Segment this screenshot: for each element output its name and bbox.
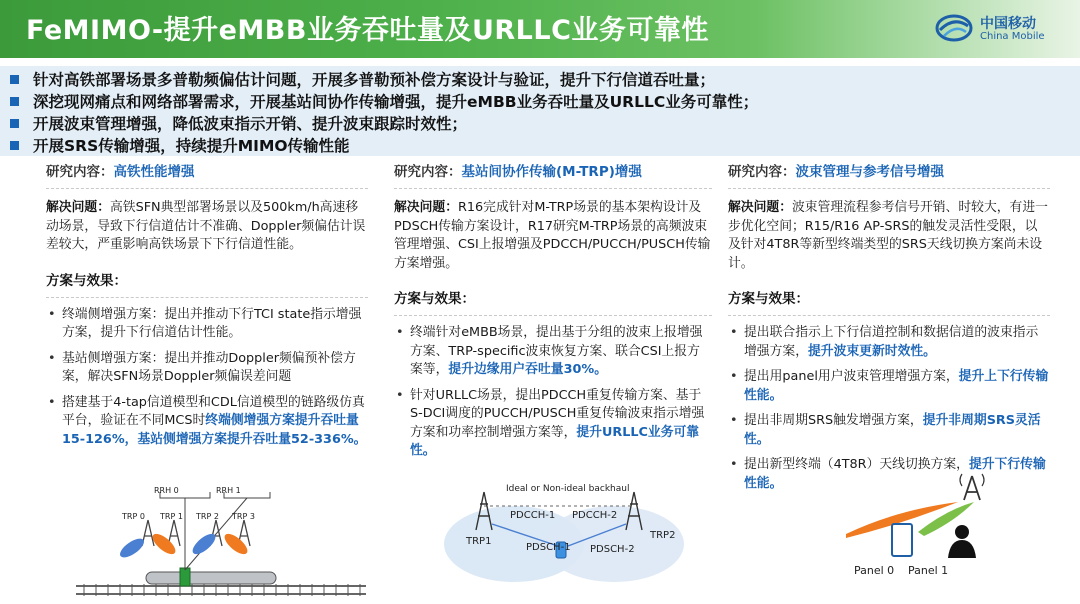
- page-title: FeMIMO-提升eMBB业务吞吐量及URLLC业务可靠性: [26, 15, 709, 46]
- list-item: • 提出用panel用户波束管理增强方案，提升上下行传输性能。: [728, 368, 1050, 405]
- diagram-label: Ideal or Non-ideal backhaul: [506, 484, 630, 494]
- logo-text-en: China Mobile: [980, 31, 1045, 42]
- square-bullet-icon: [10, 75, 19, 84]
- diagram-label: PDSCH-2: [590, 544, 635, 555]
- solution-list: [46, 306, 368, 450]
- divider: [728, 315, 1050, 316]
- square-bullet-icon: [10, 119, 19, 128]
- summary-bullet: 针对高铁部署场景多普勒频偏估计问题，开展多普勒预补偿方案设计与验证，提升下行信道吞吐量；: [10, 68, 715, 90]
- summary-bullet: 深挖现网痛点和网络部署需求，开展基站间协作传输增强，提升eMBB业务吞吐量及URLLC业务可靠性；: [10, 90, 758, 112]
- list-item: • 终端针对eMBB场景，提出基于分组的波束上报增强方案、TRP-specific波束恢复方案、联合CSI上报方案等，提升边缘用户吞吐量30%。: [394, 324, 712, 380]
- list-item: • 基站侧增强方案：提出并推动Doppler频偏预补偿方案，解决SFN场景Doppler频偏误差问题: [46, 350, 368, 387]
- column-high-speed-rail: [46, 160, 368, 456]
- square-bullet-icon: [10, 141, 19, 150]
- summary-bullet: 开展波束管理增强，降低波束指示开销、提升波束跟踪时效性；: [10, 112, 467, 134]
- list-item: • 提出联合指示上下行信道控制和数据信道的波束指示增强方案，提升波束更新时效性。: [728, 324, 1050, 361]
- diagram-label: TRP 2: [196, 512, 219, 521]
- section-title: 研究内容：基站间协作传输(M-TRP)增强: [394, 164, 642, 180]
- diagram-label: Panel 0: [854, 564, 895, 577]
- diagram-label: RRH 0: [154, 486, 179, 495]
- diagram-label: TRP 1: [160, 512, 183, 521]
- summary-bullet: 开展SRS传输增强，持续提升MIMO传输性能: [10, 134, 350, 156]
- solution-heading: 方案与效果：: [728, 291, 809, 307]
- panel-diagram: [836, 466, 1016, 584]
- section-title: 研究内容：波束管理与参考信号增强: [728, 164, 944, 180]
- divider: [394, 315, 712, 316]
- column-beam-management: [728, 160, 1050, 500]
- summary-bullets: [0, 66, 1080, 156]
- diagram-label: TRP1: [466, 536, 492, 547]
- problem-paragraph: 解决问题：波束管理流程参考信号开销、时较大，有进一步优化空间；R15/R16 AP-SRS的触发灵活性受限，以及针对4T8R等新型终端类型的SRS天线切换方案尚未设计。: [728, 200, 1048, 271]
- diagram-label: Panel 1: [908, 564, 949, 577]
- list-item: • 搭建基于4-tap信道模型和CDL信道模型的链路级仿真平台，验证在不同MCS时终端侧增强方案提升吞吐量15-126%，基站侧增强方案提升吞吐量52-336%。: [46, 394, 368, 450]
- divider: [728, 188, 1050, 189]
- mtrp-diagram: [444, 476, 684, 592]
- diagram-label: PDCCH-1: [510, 510, 556, 521]
- problem-paragraph: 解决问题：R16完成针对M-TRP场景的基本架构设计及PDSCH传输方案设计，R17研究M-TRP场景的高频波束管理增强、CSI上报增强及PDCCH/PUCCH/PUSCH传输方案增强。: [394, 200, 711, 271]
- diagram-label: RRH 1: [216, 486, 241, 495]
- logo-text-cn: 中国移动: [980, 16, 1036, 32]
- china-mobile-logo: [934, 10, 1074, 50]
- diagram-label: PDCCH-2: [572, 510, 618, 521]
- column-mtrp: [394, 160, 712, 468]
- diagram-label: TRP 0: [122, 512, 145, 521]
- section-title: 研究内容：高铁性能增强: [46, 164, 195, 180]
- solution-heading: 方案与效果：: [394, 291, 475, 307]
- panel-diagram-graphic: [836, 466, 1016, 562]
- solution-list: [394, 324, 712, 461]
- list-item: • 提出新型终端（4T8R）天线切换方案，提升下行传输性能。: [728, 456, 1050, 493]
- list-item: • 提出非周期SRS触发增强方案，提升非周期SRS灵活性。: [728, 412, 1050, 449]
- solution-heading: 方案与效果：: [46, 272, 127, 289]
- diagram-label: PDSCH-1: [526, 542, 571, 553]
- divider: [394, 188, 712, 189]
- list-item: • 终端侧增强方案：提出并推动下行TCI state指示增强方案，提升下行信道估计性能。: [46, 306, 368, 343]
- problem-paragraph: 解决问题：高铁SFN典型部署场景以及500km/h高速移动场景，导致下行信道估计不准确、Doppler频偏估计误差较大，严重影响高铁场景下下行信道性能。: [46, 200, 366, 252]
- hsr-diagram-graphic: [76, 486, 366, 600]
- square-bullet-icon: [10, 97, 19, 106]
- title-bar: [0, 0, 1080, 58]
- list-item: • 针对URLLC场景，提出PDCCH重复传输方案、基于S-DCI调度的PUCCH/PUSCH重复传输波束指示增强方案和功率控制增强方案等，提升URLLC业务可靠性。: [394, 387, 712, 461]
- diagram-label: TRP 3: [232, 512, 255, 521]
- diagram-label: TRP2: [650, 530, 676, 541]
- hsr-diagram: [76, 486, 366, 600]
- divider: [46, 188, 368, 189]
- divider: [46, 297, 368, 298]
- china-mobile-logo-icon: [934, 10, 974, 46]
